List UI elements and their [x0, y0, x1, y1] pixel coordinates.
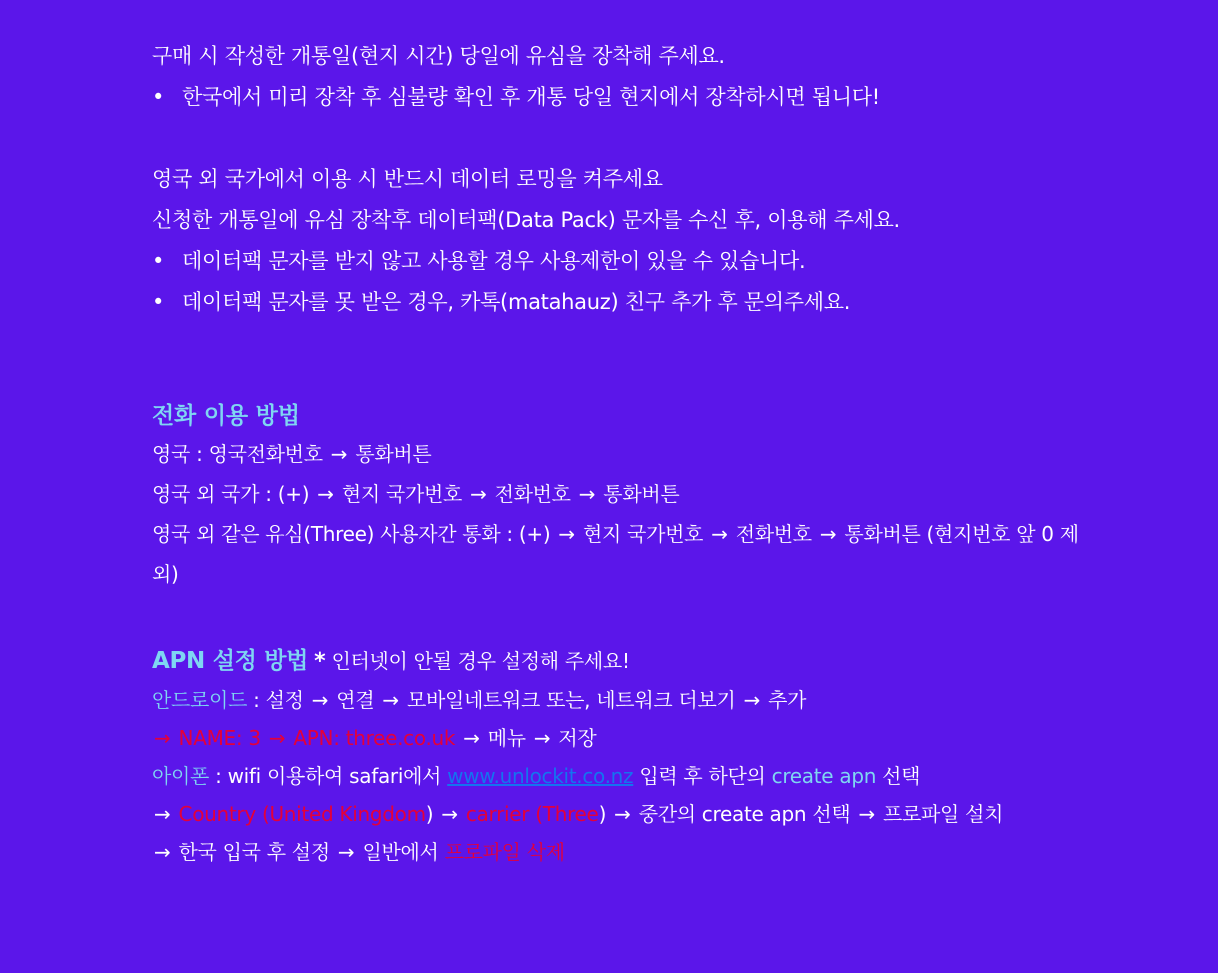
- star-marker: *: [314, 649, 326, 674]
- call-phone-number: 전화번호: [494, 482, 571, 506]
- select-text: 선택: [876, 764, 921, 788]
- android-add: 추가: [768, 688, 807, 712]
- paren-close: ): [598, 802, 607, 826]
- delete-profile: 프로파일 삭제: [444, 840, 565, 864]
- arrow-icon: →: [858, 802, 875, 826]
- arrow-icon: →: [154, 726, 171, 750]
- bullet-marker: •: [152, 249, 165, 273]
- arrow-icon: →: [578, 482, 596, 506]
- arrow-icon: →: [533, 726, 551, 750]
- bullet-text: 데이터팩 문자를 받지 않고 사용할 경우 사용제한이 있을 수 있습니다.: [182, 249, 806, 273]
- country-value: Country (United Kingdom: [178, 802, 426, 826]
- arrow-icon: →: [382, 688, 399, 712]
- call-same-sim: [152, 514, 1082, 594]
- call-uk-prefix: 영국 : 영국전화번호: [152, 442, 323, 466]
- call-section: [152, 398, 1092, 594]
- install-profile: 프로파일 설치: [882, 802, 1004, 826]
- menu-step: 메뉴: [487, 726, 526, 750]
- call-button-label: 통화버튼 (현지번호 앞 0 제외): [152, 522, 1079, 586]
- apn-note: 인터넷이 안될 경우 설정해 주세요!: [331, 649, 630, 673]
- call-phone-number: 전화번호: [735, 522, 812, 546]
- arrow-icon: →: [268, 726, 286, 750]
- korea-entry: 한국 입국 후 설정: [178, 840, 330, 864]
- spacer: [152, 118, 1092, 159]
- create-apn-label: create apn: [771, 764, 877, 788]
- apn-value: APN: three.co.uk: [293, 726, 456, 750]
- general-settings: 일반에서: [362, 840, 439, 864]
- apn-android-values: [152, 719, 1092, 757]
- call-heading: 전화 이용 방법: [152, 403, 300, 429]
- iphone-text: : wifi 이용하여 safari에서: [209, 764, 448, 788]
- apn-heading-row: [152, 642, 1092, 681]
- save-step: 저장: [558, 726, 597, 750]
- bullet-marker: •: [152, 85, 165, 109]
- android-connection: 연결: [336, 688, 375, 712]
- android-settings: : 설정: [247, 688, 304, 712]
- arrow-icon: →: [337, 840, 355, 864]
- apn-android: [152, 681, 1092, 719]
- call-button-label: 통화버튼: [355, 442, 432, 466]
- arrow-icon: →: [311, 688, 329, 712]
- intro-line-data-pack: 신청한 개통일에 유심 장착후 데이터팩(Data Pack) 문자를 수신 후, 이용해 주세요.: [152, 208, 900, 232]
- arrow-icon: →: [463, 726, 480, 750]
- bullet-marker: •: [152, 290, 165, 314]
- call-uk: [152, 434, 1092, 474]
- bullet-text: 한국에서 미리 장착 후 심불량 확인 후 개통 당일 현지에서 장착하시면 됩니다!: [182, 85, 880, 109]
- android-label: 안드로이드: [152, 688, 248, 712]
- arrow-icon: →: [154, 840, 171, 864]
- arrow-icon: →: [154, 802, 171, 826]
- apn-iphone-values: [152, 795, 1092, 833]
- arrow-icon: →: [711, 522, 728, 546]
- apn-iphone: [152, 757, 1092, 795]
- intro-bullet-1: [152, 77, 1092, 118]
- call-international: [152, 474, 1092, 514]
- carrier-value: carrier (Three: [465, 802, 599, 826]
- call-button-label: 통화버튼: [603, 482, 680, 506]
- call-country-code: 현지 국가번호: [341, 482, 463, 506]
- android-mobile-network: 모바일네트워크 또는, 네트워크 더보기: [406, 688, 736, 712]
- arrow-icon: →: [558, 522, 575, 546]
- apn-name-value: NAME: 3: [178, 726, 261, 750]
- bullet-text: 데이터팩 문자를 못 받은 경우, 카톡(matahauz) 친구 추가 후 문의주세요.: [182, 290, 851, 314]
- iphone-after-text: 입력 후 하단의: [633, 764, 772, 788]
- arrow-icon: →: [317, 482, 334, 506]
- mid-create-apn: 중간의 create apn 선택: [638, 802, 851, 826]
- call-same-prefix: 영국 외 같은 유심(Three) 사용자간 통화 : (+): [152, 522, 551, 546]
- arrow-icon: →: [330, 442, 348, 466]
- arrow-icon: →: [441, 802, 458, 826]
- intro-bullet-3: [152, 282, 1092, 323]
- apn-section: [152, 642, 1092, 871]
- arrow-icon: →: [743, 688, 761, 712]
- arrow-icon: →: [614, 802, 631, 826]
- unlockit-link[interactable]: www.unlockit.co.nz: [447, 764, 634, 788]
- intro-section: [152, 36, 1092, 323]
- intro-line-activation-date: 구매 시 작성한 개통일(현지 시간) 당일에 유심을 장착해 주세요.: [152, 44, 725, 68]
- arrow-icon: →: [470, 482, 487, 506]
- apn-heading: APN 설정 방법: [152, 648, 309, 674]
- intro-line-roaming: 영국 외 국가에서 이용 시 반드시 데이터 로밍을 켜주세요: [152, 167, 663, 191]
- call-intl-prefix: 영국 외 국가 : (+): [152, 482, 310, 506]
- iphone-label: 아이폰: [152, 764, 210, 788]
- intro-bullet-2: [152, 241, 1092, 282]
- arrow-icon: →: [819, 522, 837, 546]
- paren-close: ): [425, 802, 434, 826]
- apn-delete-profile: [152, 833, 1092, 871]
- call-country-code: 현지 국가번호: [582, 522, 704, 546]
